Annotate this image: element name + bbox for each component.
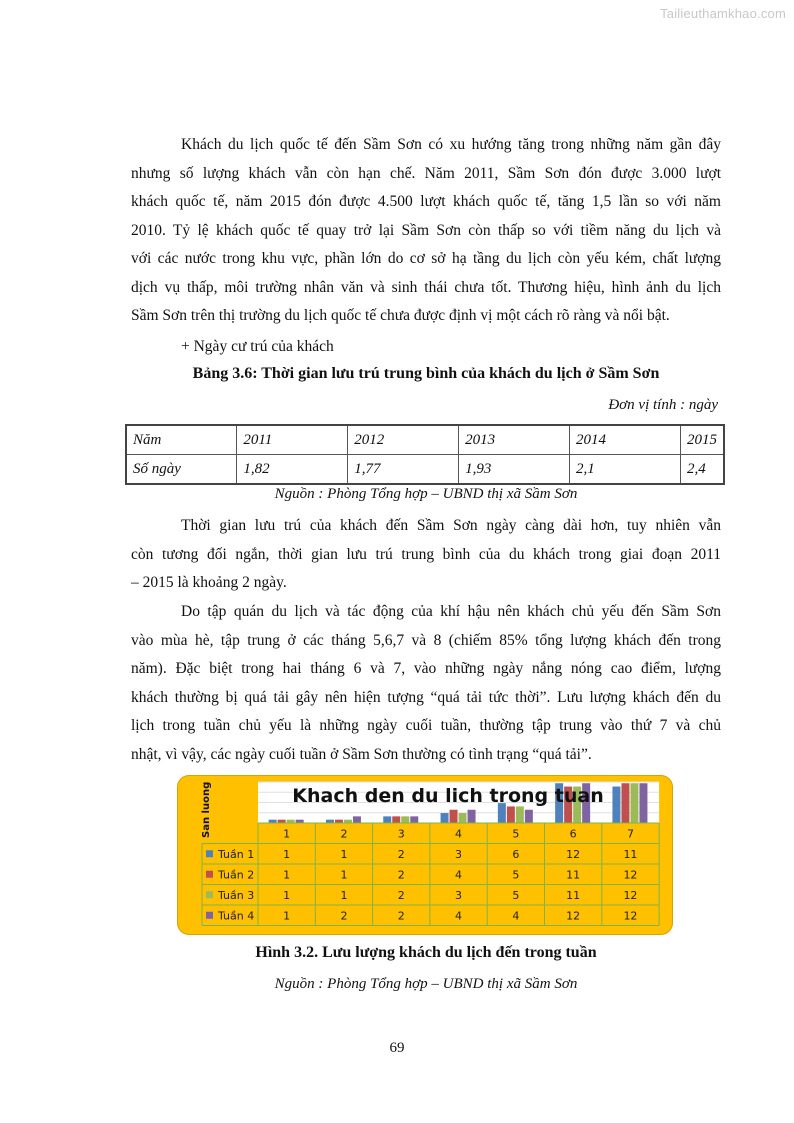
data-value: 6 <box>512 847 520 861</box>
paragraph-line: Thời gian lưu trú của khách đến Sầm Sơn ngày càng dài hơn, tuy nhiên vẫn <box>181 517 721 534</box>
data-value: 12 <box>566 909 581 923</box>
data-value: 2 <box>397 909 405 923</box>
weekly-visitors-chart <box>177 775 673 935</box>
category-label: 1 <box>283 827 291 841</box>
bar <box>630 783 638 823</box>
data-value: 4 <box>455 868 463 882</box>
bar <box>525 810 533 823</box>
category-label: 3 <box>397 827 405 841</box>
data-value: 1 <box>283 888 291 902</box>
paragraph-line: với các nước trong khu vực, phần lớn do cơ sở hạ tầng du lịch còn yếu kém, chất lượng <box>131 250 721 267</box>
category-label: 6 <box>569 827 577 841</box>
bar <box>468 810 476 823</box>
legend-swatch <box>206 891 213 898</box>
data-value: 11 <box>566 888 581 902</box>
data-value: 1 <box>283 868 291 882</box>
data-value: 2 <box>397 847 405 861</box>
data-value: 2 <box>340 909 348 923</box>
table-title: Bảng 3.6: Thời gian lưu trú trung bình của khách du lịch ở Sầm Sơn <box>192 365 660 382</box>
paragraph-line: nhật, vì vậy, các ngày cuối tuần ở Sầm Sơn thường có tình trạng “quá tải”. <box>131 745 592 763</box>
paragraph-seasonality <box>131 598 721 769</box>
legend-swatch <box>206 912 213 919</box>
paragraph-line: khách quốc tế, năm 2015 đón được 4.500 lượt khách quốc tế, tăng 1,5 lần so với năm <box>131 193 721 210</box>
data-value: 1 <box>283 909 291 923</box>
table-cell: Năm <box>126 425 237 455</box>
table-cell: 1,77 <box>348 455 459 485</box>
legend-label: Tuần 3 <box>218 888 255 902</box>
data-value: 1 <box>340 868 348 882</box>
category-label: 4 <box>455 827 463 841</box>
data-value: 1 <box>340 847 348 861</box>
data-value: 4 <box>455 909 463 923</box>
data-value: 11 <box>566 868 581 882</box>
paragraph-line: – 2015 là khoảng 2 ngày. <box>131 574 287 591</box>
watermark: Tailieuthamkhao.com <box>660 6 786 21</box>
bar <box>459 813 467 823</box>
paragraph-line: Sầm Sơn trên thị trường du lịch quốc tế chưa được định vị một cách rõ ràng và nổi bật. <box>131 307 670 324</box>
table-row <box>126 425 724 455</box>
table-cell: 2015 <box>680 425 724 455</box>
category-label: 2 <box>340 827 348 841</box>
data-value: 2 <box>397 868 405 882</box>
data-value: 12 <box>623 868 638 882</box>
paragraph-line: còn tương đối ngắn, thời gian lưu trú trung bình của du khách trong giai đoạn 2011 <box>131 545 721 563</box>
table-cell: 1,82 <box>237 455 348 485</box>
bar <box>507 806 515 823</box>
chart-title: Khach den du lich trong tuan <box>292 785 604 807</box>
table-cell: 1,93 <box>459 455 570 485</box>
legend-label: Tuần 2 <box>218 868 255 882</box>
paragraph-line: lịch trong tuần chủ yếu là những ngày cuối tuần, thường tập trung vào thứ 7 và chủ <box>131 717 721 734</box>
legend-swatch <box>206 850 213 857</box>
chart-canvas <box>178 776 672 934</box>
bar <box>621 783 629 823</box>
figure-source: Nguồn : Phòng Tổng hợp – UBND thị xã Sầm Sơn <box>274 976 578 992</box>
bar <box>612 787 620 823</box>
table-cell: Số ngày <box>126 455 237 485</box>
paragraph-line: vào mùa hè, tập trung ở các tháng 5,6,7 và 8 (chiếm 85% tổng lượng khách đến trong <box>131 631 721 649</box>
page-number: 69 <box>389 1040 405 1056</box>
subheading-stay-days <box>131 333 721 362</box>
bar <box>401 816 409 823</box>
data-value: 11 <box>623 847 638 861</box>
paragraph-line: nhưng số lượng khách vẫn còn hạn chế. Năm 2011, Sầm Sơn đón được 3.000 lượt <box>131 164 721 182</box>
data-value: 4 <box>512 909 520 923</box>
paragraph-line: dịch vụ thấp, môi trường nhân văn và sinh thái chưa tốt. Thương hiệu, hình ảnh du lịch <box>131 278 721 296</box>
data-value: 5 <box>512 888 520 902</box>
table-cell: 2011 <box>237 425 348 455</box>
table-unit: Đơn vị tính : ngày <box>608 397 718 413</box>
table-cell: 2,4 <box>680 455 724 485</box>
table-cell: 2012 <box>348 425 459 455</box>
paragraph-line: 2010. Tỷ lệ khách quốc tế quay trở lại Sầm Sơn còn thấp so với tiềm năng du lịch và <box>131 221 721 239</box>
paragraph-stay-duration <box>131 512 721 598</box>
table-cell: 2013 <box>459 425 570 455</box>
data-value: 12 <box>623 888 638 902</box>
paragraph-line: năm). Đặc biệt trong hai tháng 6 và 7, vào những ngày nắng nóng cao điểm, lượng <box>131 660 721 677</box>
category-label: 7 <box>626 827 634 841</box>
legend-label: Tuần 4 <box>218 909 255 923</box>
bar <box>441 813 449 823</box>
paragraph-international-visitors <box>131 131 721 331</box>
table-source: Nguồn : Phòng Tổng hợp – UBND thị xã Sầm Sơn <box>274 486 578 502</box>
stay-duration-table <box>125 424 725 485</box>
bar <box>353 816 361 823</box>
data-value: 1 <box>340 888 348 902</box>
y-axis-label: San luong <box>201 781 212 838</box>
legend-label: Tuần 1 <box>218 847 255 861</box>
bar <box>392 816 400 823</box>
paragraph-line: Do tập quán du lịch và tác động của khí hậu nên khách chủ yếu đến Sầm Sơn <box>181 603 721 620</box>
table-cell: 2014 <box>570 425 681 455</box>
bar <box>450 810 458 823</box>
category-label: 5 <box>512 827 520 841</box>
bar <box>383 816 391 823</box>
table-row <box>126 455 724 485</box>
legend-swatch <box>206 871 213 878</box>
bar <box>639 783 647 823</box>
data-value: 5 <box>512 868 520 882</box>
paragraph-line: khách thường bị quá tải gây nên hiện tượng “quá tải tức thời”. Lưu lượng khách đến du <box>131 688 721 706</box>
data-value: 12 <box>566 847 581 861</box>
table-cell: 2,1 <box>570 455 681 485</box>
data-value: 3 <box>455 847 463 861</box>
data-value: 1 <box>283 847 291 861</box>
data-value: 12 <box>623 909 638 923</box>
bar <box>410 816 418 823</box>
bar <box>516 806 524 823</box>
data-value: 2 <box>397 888 405 902</box>
data-value: 3 <box>455 888 463 902</box>
subheading-text: + Ngày cư trú của khách <box>181 338 334 355</box>
paragraph-line: Khách du lịch quốc tế đến Sầm Sơn có xu hướng tăng trong những năm gần đây <box>181 136 721 153</box>
figure-title: Hình 3.2. Lưu lượng khách du lịch đến trong tuần <box>255 944 597 961</box>
